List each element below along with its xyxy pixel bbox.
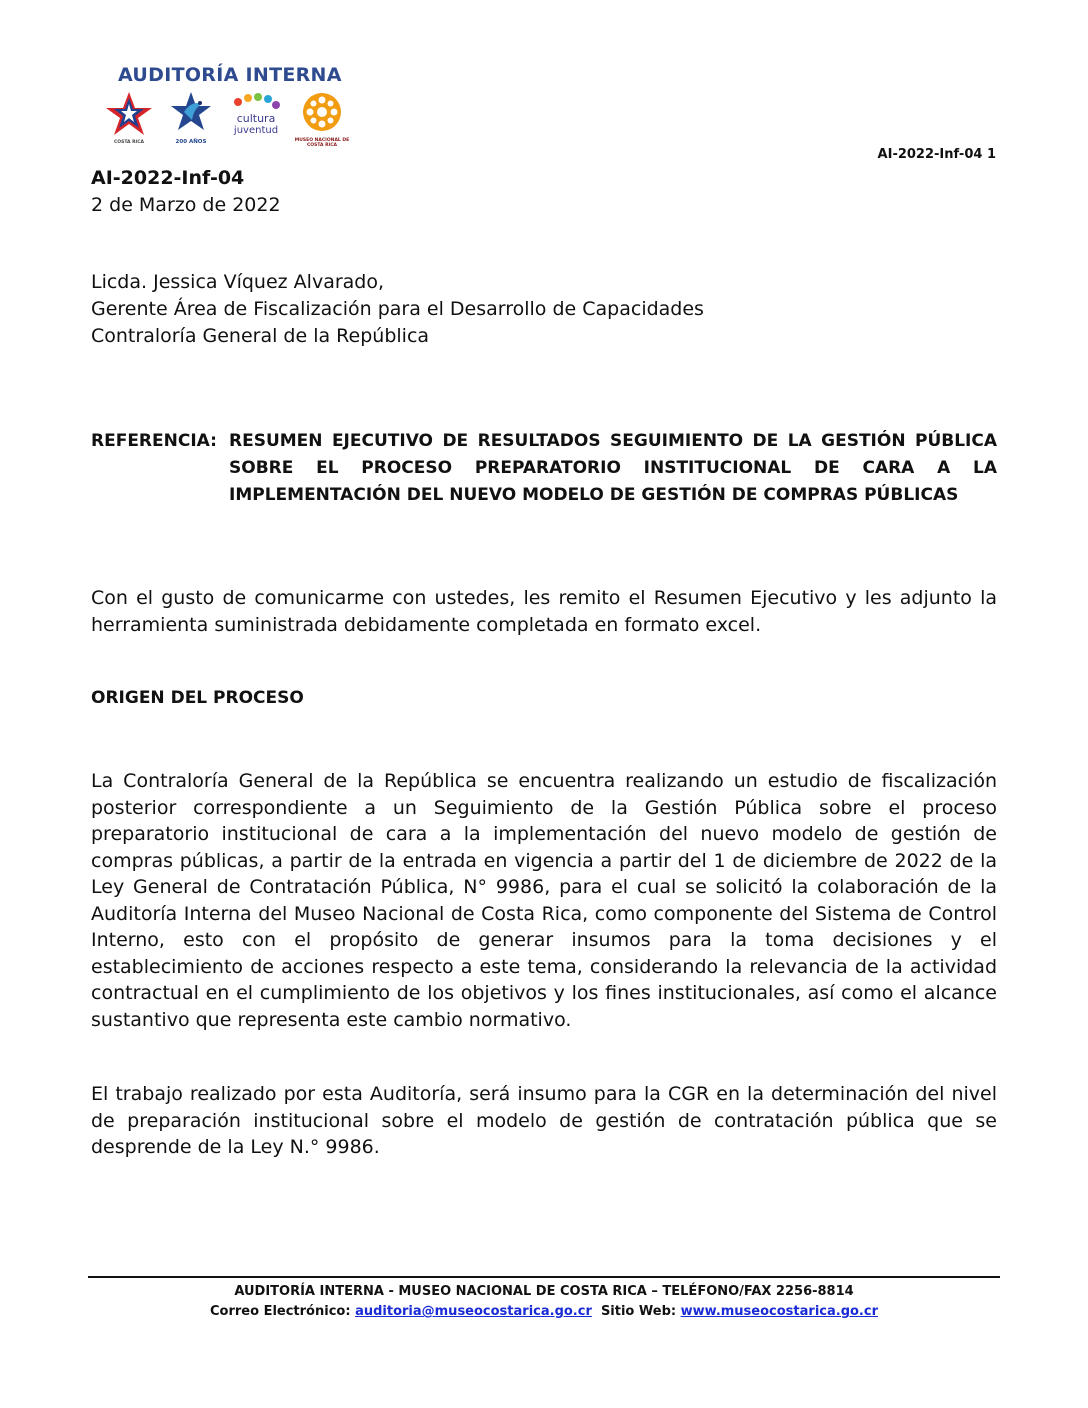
- footer-divider: [88, 1276, 1000, 1278]
- origin-paragraph: La Contraloría General de la República se encuentra realizando un estudio de fiscalización posterior correspondiente a un Seguimiento de la Gestión Pública sobre el proceso preparatorio institucional de cara a la implementación del nuevo modelo de gestión de compras públicas, a partir de la entrada en vigencia a partir del 1 de diciembre de 2022 de la Ley General de Contratación Pública, N° 9986, para el cual se solicitó la colaboración de la Auditoría Interna del Museo Nacional de Costa Rica, como componente del Sistema de Control Interno, esto con el propósito de generar insumos para la toma decisiones y el establecimiento de acciones respecto a este tema, considerando la relevancia de la actividad contractual en el cumplimiento de los objetivos y los fines institucionales, así como el alcance sustantivo que representa este cambio normativo.: [91, 770, 997, 1031]
- logo-strip: [100, 90, 350, 160]
- addressee-name: Licda. Jessica Víquez Alvarado,: [91, 271, 385, 293]
- document-code: AI-2022-Inf-04: [91, 167, 245, 189]
- header-logo-block: [100, 64, 350, 164]
- footer: [88, 1282, 1000, 1322]
- addressee-organization: Contraloría General de la República: [91, 325, 430, 347]
- logo-title: AUDITORÍA INTERNA: [118, 64, 342, 86]
- reference-text: RESUMEN EJECUTIVO DE RESULTADOS SEGUIMIENTO DE LA GESTIÓN PÚBLICA SOBRE EL PROCESO PREPARATORIO INSTITUCIONAL DE CARA A LA IMPLEMENTACIÓN DEL NUEVO MODELO DE GESTIÓN DE COMPRAS PÚBLICAS: [229, 431, 997, 505]
- reference-label: REFERENCIA:: [91, 431, 217, 451]
- section-title: ORIGEN DEL PROCESO: [91, 688, 304, 708]
- footer-contact-line: AUDITORÍA INTERNA - MUSEO NACIONAL DE COSTA RICA – TELÉFONO/FAX 2256-8814: [234, 1284, 854, 1299]
- svg-text:juventud: juventud: [233, 125, 279, 136]
- addressee-block: [91, 269, 704, 350]
- svg-text:cultura: cultura: [236, 112, 276, 125]
- intro-paragraph: Con el gusto de comunicarme con ustedes, les remito el Resumen Ejecutivo y les adjunto la herramienta suministrada debidamente completada en formato excel.: [91, 587, 997, 636]
- costa-rica-bicentennial-star-logo: COSTA RICA: [100, 90, 158, 160]
- footer-web-link[interactable]: www.museocostarica.go.cr: [680, 1304, 878, 1319]
- footer-links-line: [88, 1302, 1000, 1322]
- museo-nacional-costa-rica-logo: MUSEO NACIONAL DE COSTA RICA: [294, 90, 350, 160]
- footer-email-link[interactable]: auditoria@museocostarica.go.cr: [355, 1304, 592, 1319]
- 200-anos-independencia-logo: 200 AÑOS: [162, 90, 220, 160]
- document-date: 2 de Marzo de 2022: [91, 194, 281, 216]
- ministerio-cultura-juventud-logo: [224, 90, 288, 160]
- footer-web-label: Sitio Web:: [600, 1304, 677, 1319]
- closing-paragraph: El trabajo realizado por esta Auditoría, será insumo para la CGR en la determinación del nivel de preparación institucional sobre el modelo de gestión de contratación pública que se desprende de la Ley N.° 9986.: [91, 1083, 997, 1158]
- page-reference-number: AI-2022-Inf-04 1: [877, 147, 996, 162]
- addressee-position: Gerente Área de Fiscalización para el Desarrollo de Capacidades: [91, 298, 704, 320]
- footer-email-label: Correo Electrónico:: [210, 1304, 351, 1319]
